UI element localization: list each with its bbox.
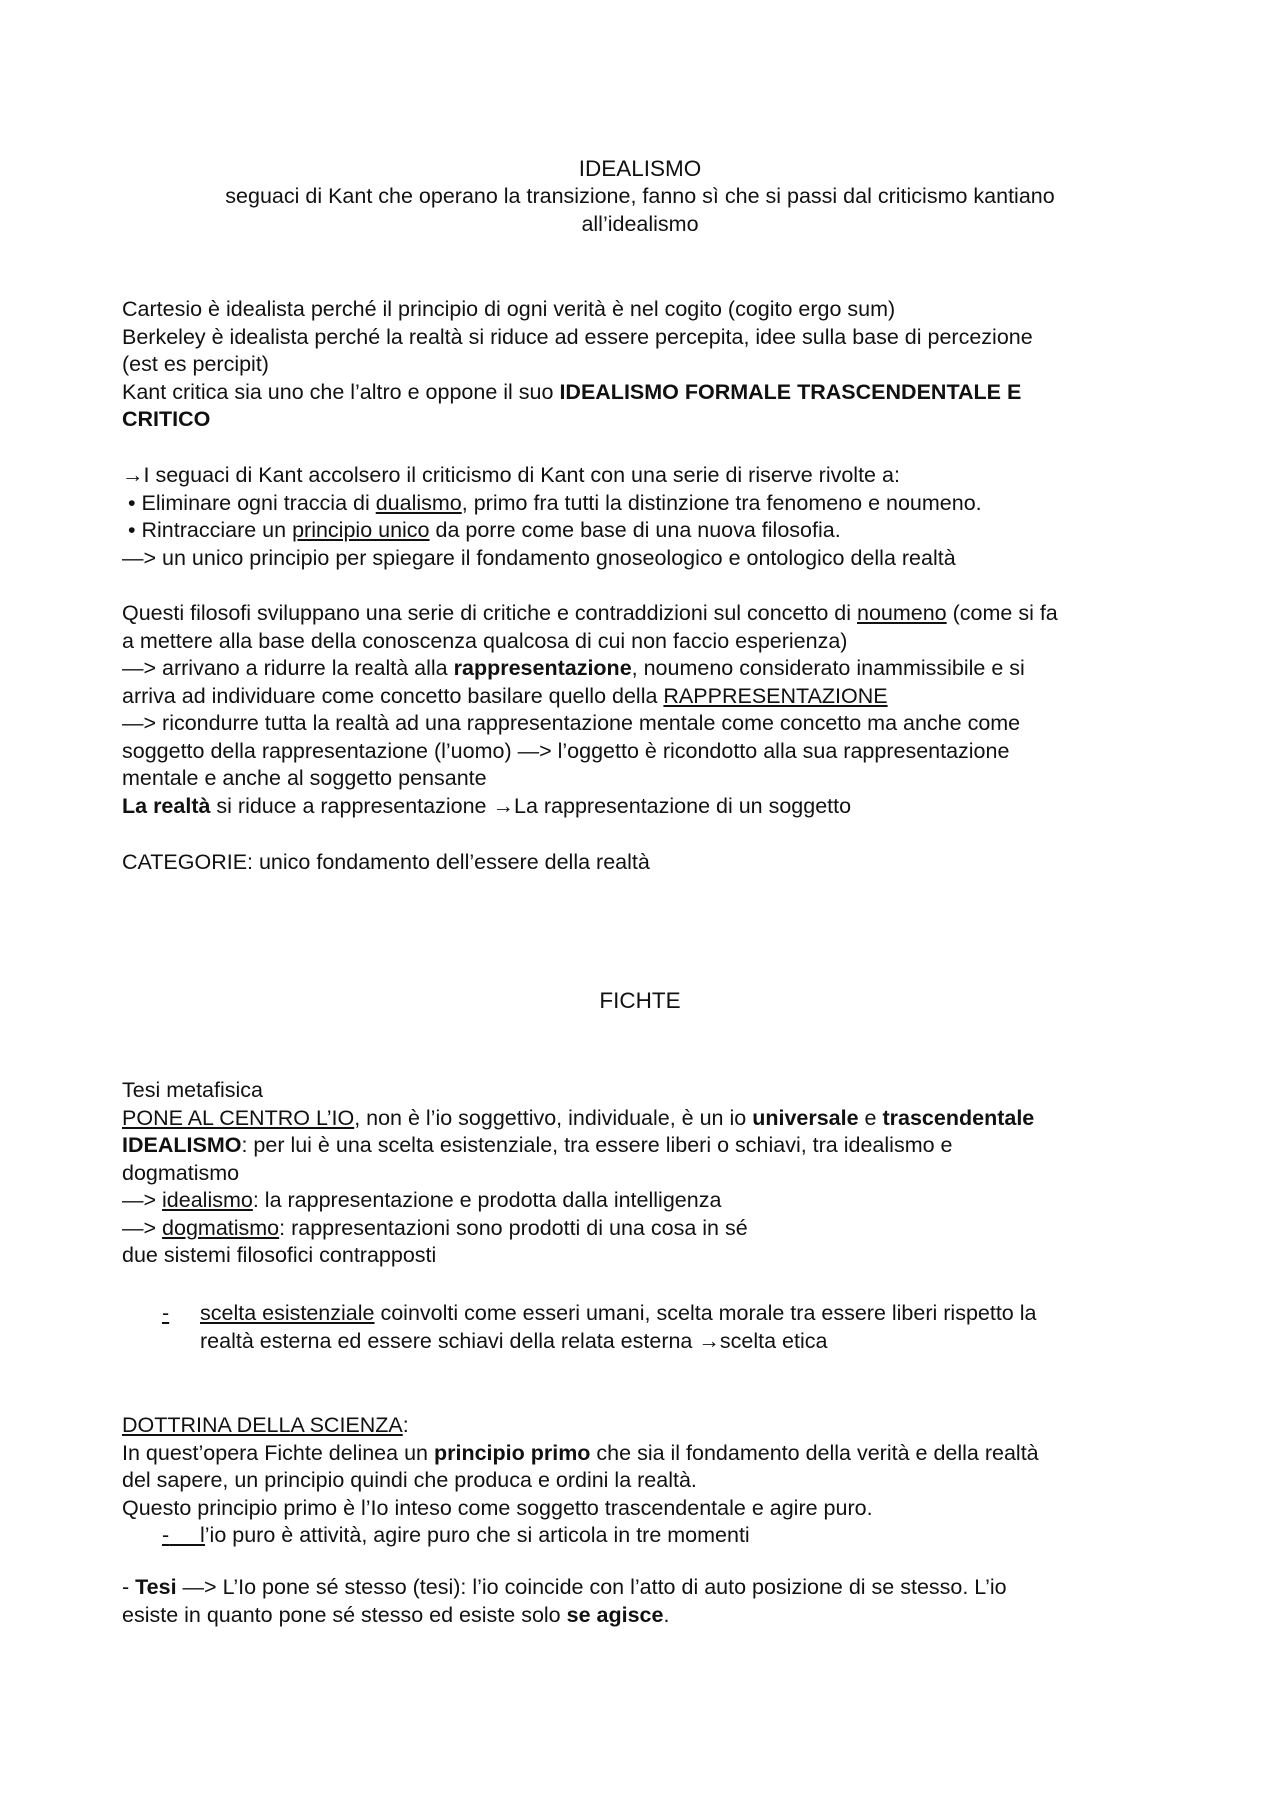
title-text: FICHTE xyxy=(599,988,681,1013)
underlined-text: idealismo xyxy=(162,1188,253,1212)
text-line xyxy=(200,1328,1182,1356)
text-span: , non è l’io soggettivo, individuale, è un io xyxy=(354,1105,753,1130)
text-line: soggetto della rappresentazione (l’uomo) —> l’oggetto è ricondotto alla sua rappresentazione xyxy=(122,738,1010,763)
text-line: dogmatismo xyxy=(122,1160,240,1185)
text-span: , noumeno considerato inammissibile e si xyxy=(631,656,1025,680)
text-line xyxy=(122,793,1182,821)
text-line xyxy=(122,462,1182,490)
list-item xyxy=(122,1300,1182,1355)
text-span: esiste in quanto pone sé stesso ed esiste solo xyxy=(122,1602,567,1627)
text-span: —> arrivano a ridurre la realtà alla xyxy=(122,656,454,680)
text-line xyxy=(122,1574,1182,1602)
text-line: del sapere, un principio quindi che produca e ordini la realtà. xyxy=(122,1468,697,1492)
text-line: (est es percipit) xyxy=(122,352,269,376)
text-line xyxy=(122,600,1182,628)
text-line xyxy=(122,1602,1182,1630)
bold-text: se agisce xyxy=(566,1602,664,1627)
bold-text: La realtà xyxy=(122,793,211,818)
text-span: : rappresentazioni sono prodotti di una cosa in sé xyxy=(279,1215,748,1240)
text-span: Kant critica sia uno che l’altro e oppone il suo xyxy=(122,379,560,404)
text-span: , primo fra tutti la distinzione tra fenomeno e noumeno. xyxy=(461,490,982,515)
text-span: Eliminare ogni traccia di xyxy=(135,490,376,515)
underlined-text: PONE AL CENTRO L’IO xyxy=(122,1105,355,1130)
text-line: —> un unico principio per spiegare il fondamento gnoseologico e ontologico della realtà xyxy=(122,545,956,570)
arrow-icon: → xyxy=(698,1328,720,1353)
paragraph-tesi xyxy=(122,1574,1182,1629)
paragraph-seguaci xyxy=(122,462,1182,572)
text-span: realtà esterna ed essere schiavi della relata esterna xyxy=(200,1328,699,1353)
text-line: a mettere alla base della conoscenza qualcosa di cui non faccio esperienza) xyxy=(122,628,848,653)
bold-text: trascendentale xyxy=(882,1105,1035,1130)
text-span: —> L’Io pone sé stesso (tesi): l’io coincide con l’atto di auto posizione di se stesso. L’io xyxy=(176,1575,1007,1599)
arrow-icon: → xyxy=(122,463,144,487)
text-line xyxy=(200,1300,1182,1328)
bold-text: IDEALISMO FORMALE TRASCENDENTALE E xyxy=(559,379,1022,404)
bullet-icon: • xyxy=(128,490,136,515)
paragraph-categorie xyxy=(122,849,1182,877)
bold-text: CRITICO xyxy=(122,407,211,431)
text-span: La rappresentazione di un soggetto xyxy=(514,793,852,818)
text-line xyxy=(122,406,1182,434)
underlined-text: dualismo xyxy=(375,490,462,515)
section-title-fichte xyxy=(0,987,1280,1015)
text-line: CATEGORIE: unico fondamento dell’essere della realtà xyxy=(122,850,650,874)
text-span: si riduce a rappresentazione xyxy=(210,793,493,818)
paragraph-noumeno xyxy=(122,600,1182,820)
text-line xyxy=(122,379,1182,407)
text-line xyxy=(122,1132,1182,1160)
underlined-text: principio unico xyxy=(292,518,430,542)
bold-text: rappresentazione xyxy=(453,656,632,680)
text-line xyxy=(122,1215,1182,1243)
text-line: Tesi metafisica xyxy=(122,1078,263,1102)
section-heading xyxy=(122,1412,1182,1440)
bullet-icon: • xyxy=(128,518,136,542)
underlined-text: dogmatismo xyxy=(162,1215,280,1240)
list-item xyxy=(122,1522,1182,1550)
text-line xyxy=(122,1105,1182,1133)
text-span: (come si fa xyxy=(946,601,1058,625)
text-span: : per lui è una scelta esistenziale, tra essere liberi o schiavi, tra idealismo e xyxy=(241,1133,953,1157)
paragraph-dottrina-scienza xyxy=(122,1412,1182,1550)
text-line xyxy=(122,655,1182,683)
dash-char: - xyxy=(162,1523,170,1547)
subtitle xyxy=(0,183,1280,238)
bold-text: universale xyxy=(752,1105,859,1130)
text-span: . xyxy=(663,1602,670,1627)
bold-text: principio primo xyxy=(433,1440,591,1465)
underlined-text: noumeno xyxy=(856,601,947,625)
page-title xyxy=(0,155,1280,183)
dash-marker xyxy=(162,1522,205,1550)
underlined-text: RAPPRESENTAZIONE xyxy=(663,683,888,708)
underlined-text: scelta esistenziale xyxy=(200,1301,375,1325)
list-item-scelta-esistenziale xyxy=(122,1300,1182,1355)
paragraph-tesi-metafisica xyxy=(122,1077,1182,1270)
text-line xyxy=(122,1440,1182,1468)
text-span: scelta etica xyxy=(719,1328,828,1353)
text-span: arriva ad individuare come concetto basilare quello della xyxy=(122,683,664,708)
bold-text: IDEALISMO xyxy=(122,1133,242,1157)
text-span: In quest’opera Fichte delinea un xyxy=(122,1440,434,1465)
bullet-item xyxy=(122,490,1182,518)
text-line xyxy=(122,1187,1182,1215)
subtitle-line: seguaci di Kant che operano la transizione, fanno sì che si passi dal criticismo kantiano xyxy=(225,184,1055,208)
title-text: IDEALISMO xyxy=(578,156,702,181)
text-span: —> xyxy=(122,1215,163,1240)
bullet-item xyxy=(122,517,1182,545)
text-line: l’io puro è attività, agire puro che si articola in tre momenti xyxy=(200,1523,750,1547)
subtitle-line: all’idealismo xyxy=(581,211,699,236)
bold-text: Tesi xyxy=(135,1575,177,1599)
text-line: due sistemi filosofici contrapposti xyxy=(122,1243,437,1267)
text-line: Questo principio primo è l’Io inteso come soggetto trascendentale e agire puro. xyxy=(122,1495,873,1520)
dash-marker: - xyxy=(162,1301,170,1325)
paragraph-cartesio-berkeley-kant xyxy=(122,296,1182,434)
text-span: - xyxy=(122,1575,136,1599)
text-span: Rintracciare un xyxy=(135,518,293,542)
text-line: —> ricondurre tutta la realtà ad una rappresentazione mentale come concetto ma anche come xyxy=(122,711,1021,735)
text-span: : xyxy=(402,1413,409,1437)
text-span: che sia il fondamento della verità e della realtà xyxy=(590,1440,1039,1465)
text-line xyxy=(122,683,1182,711)
text-line: Berkeley è idealista perché la realtà si riduce ad essere percepita, idee sulla base di percezione xyxy=(122,324,1033,349)
text-span: Questi filosofi sviluppano una serie di critiche e contraddizioni sul concetto di xyxy=(122,601,857,625)
arrow-icon: → xyxy=(492,793,514,818)
text-span: e xyxy=(858,1105,883,1130)
text-line: mentale e anche al soggetto pensante xyxy=(122,766,487,790)
text-span: : la rappresentazione e prodotta dalla intelligenza xyxy=(252,1188,722,1212)
text-span: da porre come base di una nuova filosofia. xyxy=(429,518,841,542)
text-span: —> xyxy=(122,1188,163,1212)
text-span: I seguaci di Kant accolsero il criticismo di Kant con una serie di riserve rivolte a: xyxy=(143,463,900,487)
underlined-text: DOTTRINA DELLA SCIENZA xyxy=(122,1413,403,1437)
text-line: Cartesio è idealista perché il principio di ogni verità è nel cogito (cogito ergo sum) xyxy=(122,297,896,321)
text-span: coinvolti come esseri umani, scelta morale tra essere liberi rispetto la xyxy=(374,1301,1037,1325)
